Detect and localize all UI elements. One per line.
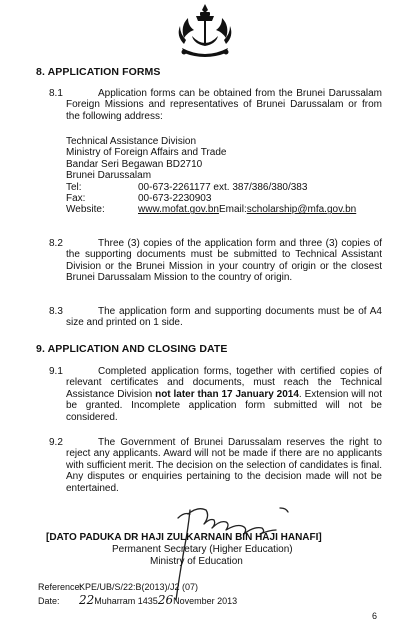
clause-8-1-number: 8.1 bbox=[49, 88, 63, 99]
fax-label: Fax: bbox=[66, 192, 86, 204]
signatory-ministry: Ministry of Education bbox=[150, 556, 243, 567]
date-line bbox=[38, 593, 237, 607]
clause-9-2-text bbox=[66, 437, 382, 494]
reference-line bbox=[38, 582, 198, 592]
signatory-title: Permanent Secretary (Higher Education) bbox=[112, 544, 293, 555]
section-9-heading: 9. APPLICATION AND CLOSING DATE bbox=[36, 343, 228, 355]
tel-row bbox=[66, 181, 308, 193]
email-link[interactable]: scholarship@mfa.gov.bn bbox=[246, 204, 357, 216]
address-line-4: Brunei Darussalam bbox=[66, 170, 152, 182]
section-8-heading: 8. APPLICATION FORMS bbox=[36, 66, 161, 78]
page-number: 6 bbox=[372, 611, 378, 621]
website-label: Website: bbox=[66, 204, 105, 216]
address-line-1: Technical Assistance Division bbox=[66, 136, 197, 147]
fax-value: 00-673-2230903 bbox=[138, 192, 212, 204]
clause-9-1-number: 9.1 bbox=[49, 366, 63, 377]
clause-8-2-number: 8.2 bbox=[49, 238, 63, 249]
clause-8-2-text bbox=[66, 238, 382, 284]
address-line-2: Ministry of Foreign Affairs and Trade bbox=[66, 147, 227, 159]
clause-9-2-body: The Government of Brunei Darussalam reserves the right to reject any applicants. Award will not be made if there are no applicants with sufficient merit. The decision on the selection of candidates is final. Any disputes or enquiries pertaining to the decision made will not be entertained. bbox=[66, 437, 382, 494]
reference-label: Reference: bbox=[38, 582, 83, 592]
clause-9-2-number: 9.2 bbox=[49, 437, 63, 448]
date-handwritten-day-gregorian: 26 bbox=[157, 593, 174, 607]
clause-8-1-body: Application forms can be obtained from the Brunei Darussalam Foreign Missions and representatives of Brunei Darussalam or from the following address: bbox=[66, 88, 382, 122]
date-handwritten-day-hijri: 22 bbox=[79, 593, 95, 607]
clause-9-1-body-a: Completed application forms, together with certified copies of relevant certificates and documents, must reach the Technical Assistance Division bbox=[66, 366, 382, 400]
website-row bbox=[66, 204, 357, 216]
clause-8-1-text bbox=[66, 88, 382, 122]
address-block bbox=[66, 136, 357, 216]
date-hijri-text: Muharram 1435 bbox=[94, 596, 158, 606]
date-label: Date: bbox=[38, 596, 60, 606]
clause-8-2-body: Three (3) copies of the application form and three (3) copies of the supporting documents must be submitted to Technical Assistant Division or the Brunei Mission in your country of origin or the closest Brunei Darussalam Mission to the country of origin. bbox=[66, 238, 382, 284]
signatory-name: [DATO PADUKA DR HAJI ZULKARNAIN BIN HAJI HANAFI] bbox=[46, 532, 322, 543]
state-crest-icon bbox=[174, 2, 236, 60]
clause-8-3-body: The application form and supporting documents must be of A4 size and printed on 1 side. bbox=[66, 306, 382, 329]
clause-8-3-number: 8.3 bbox=[49, 306, 63, 317]
website-link[interactable]: www.mofat.gov.bn bbox=[138, 204, 219, 216]
date-gregorian-text: November 2013 bbox=[173, 596, 238, 606]
fax-row bbox=[66, 193, 226, 204]
clause-8-3-text bbox=[66, 306, 382, 329]
clause-9-1-body-b: . Extension will not be granted. Incomplete application form submitted will not be considered. bbox=[66, 388, 382, 423]
email-label: Email: bbox=[218, 204, 247, 216]
clause-9-1-text bbox=[66, 366, 382, 423]
tel-value: 00-673-2261177 ext. 387/386/380/383 bbox=[138, 181, 308, 193]
closing-date-emphasis: not later than 17 January 2014 bbox=[155, 388, 299, 400]
address-line-3: Bandar Seri Begawan BD2710 bbox=[66, 158, 203, 170]
tel-label: Tel: bbox=[66, 181, 82, 193]
reference-value: KPE/UB/S/22:B(2013)/J2 (07) bbox=[79, 582, 199, 592]
website-email-values bbox=[138, 204, 356, 215]
